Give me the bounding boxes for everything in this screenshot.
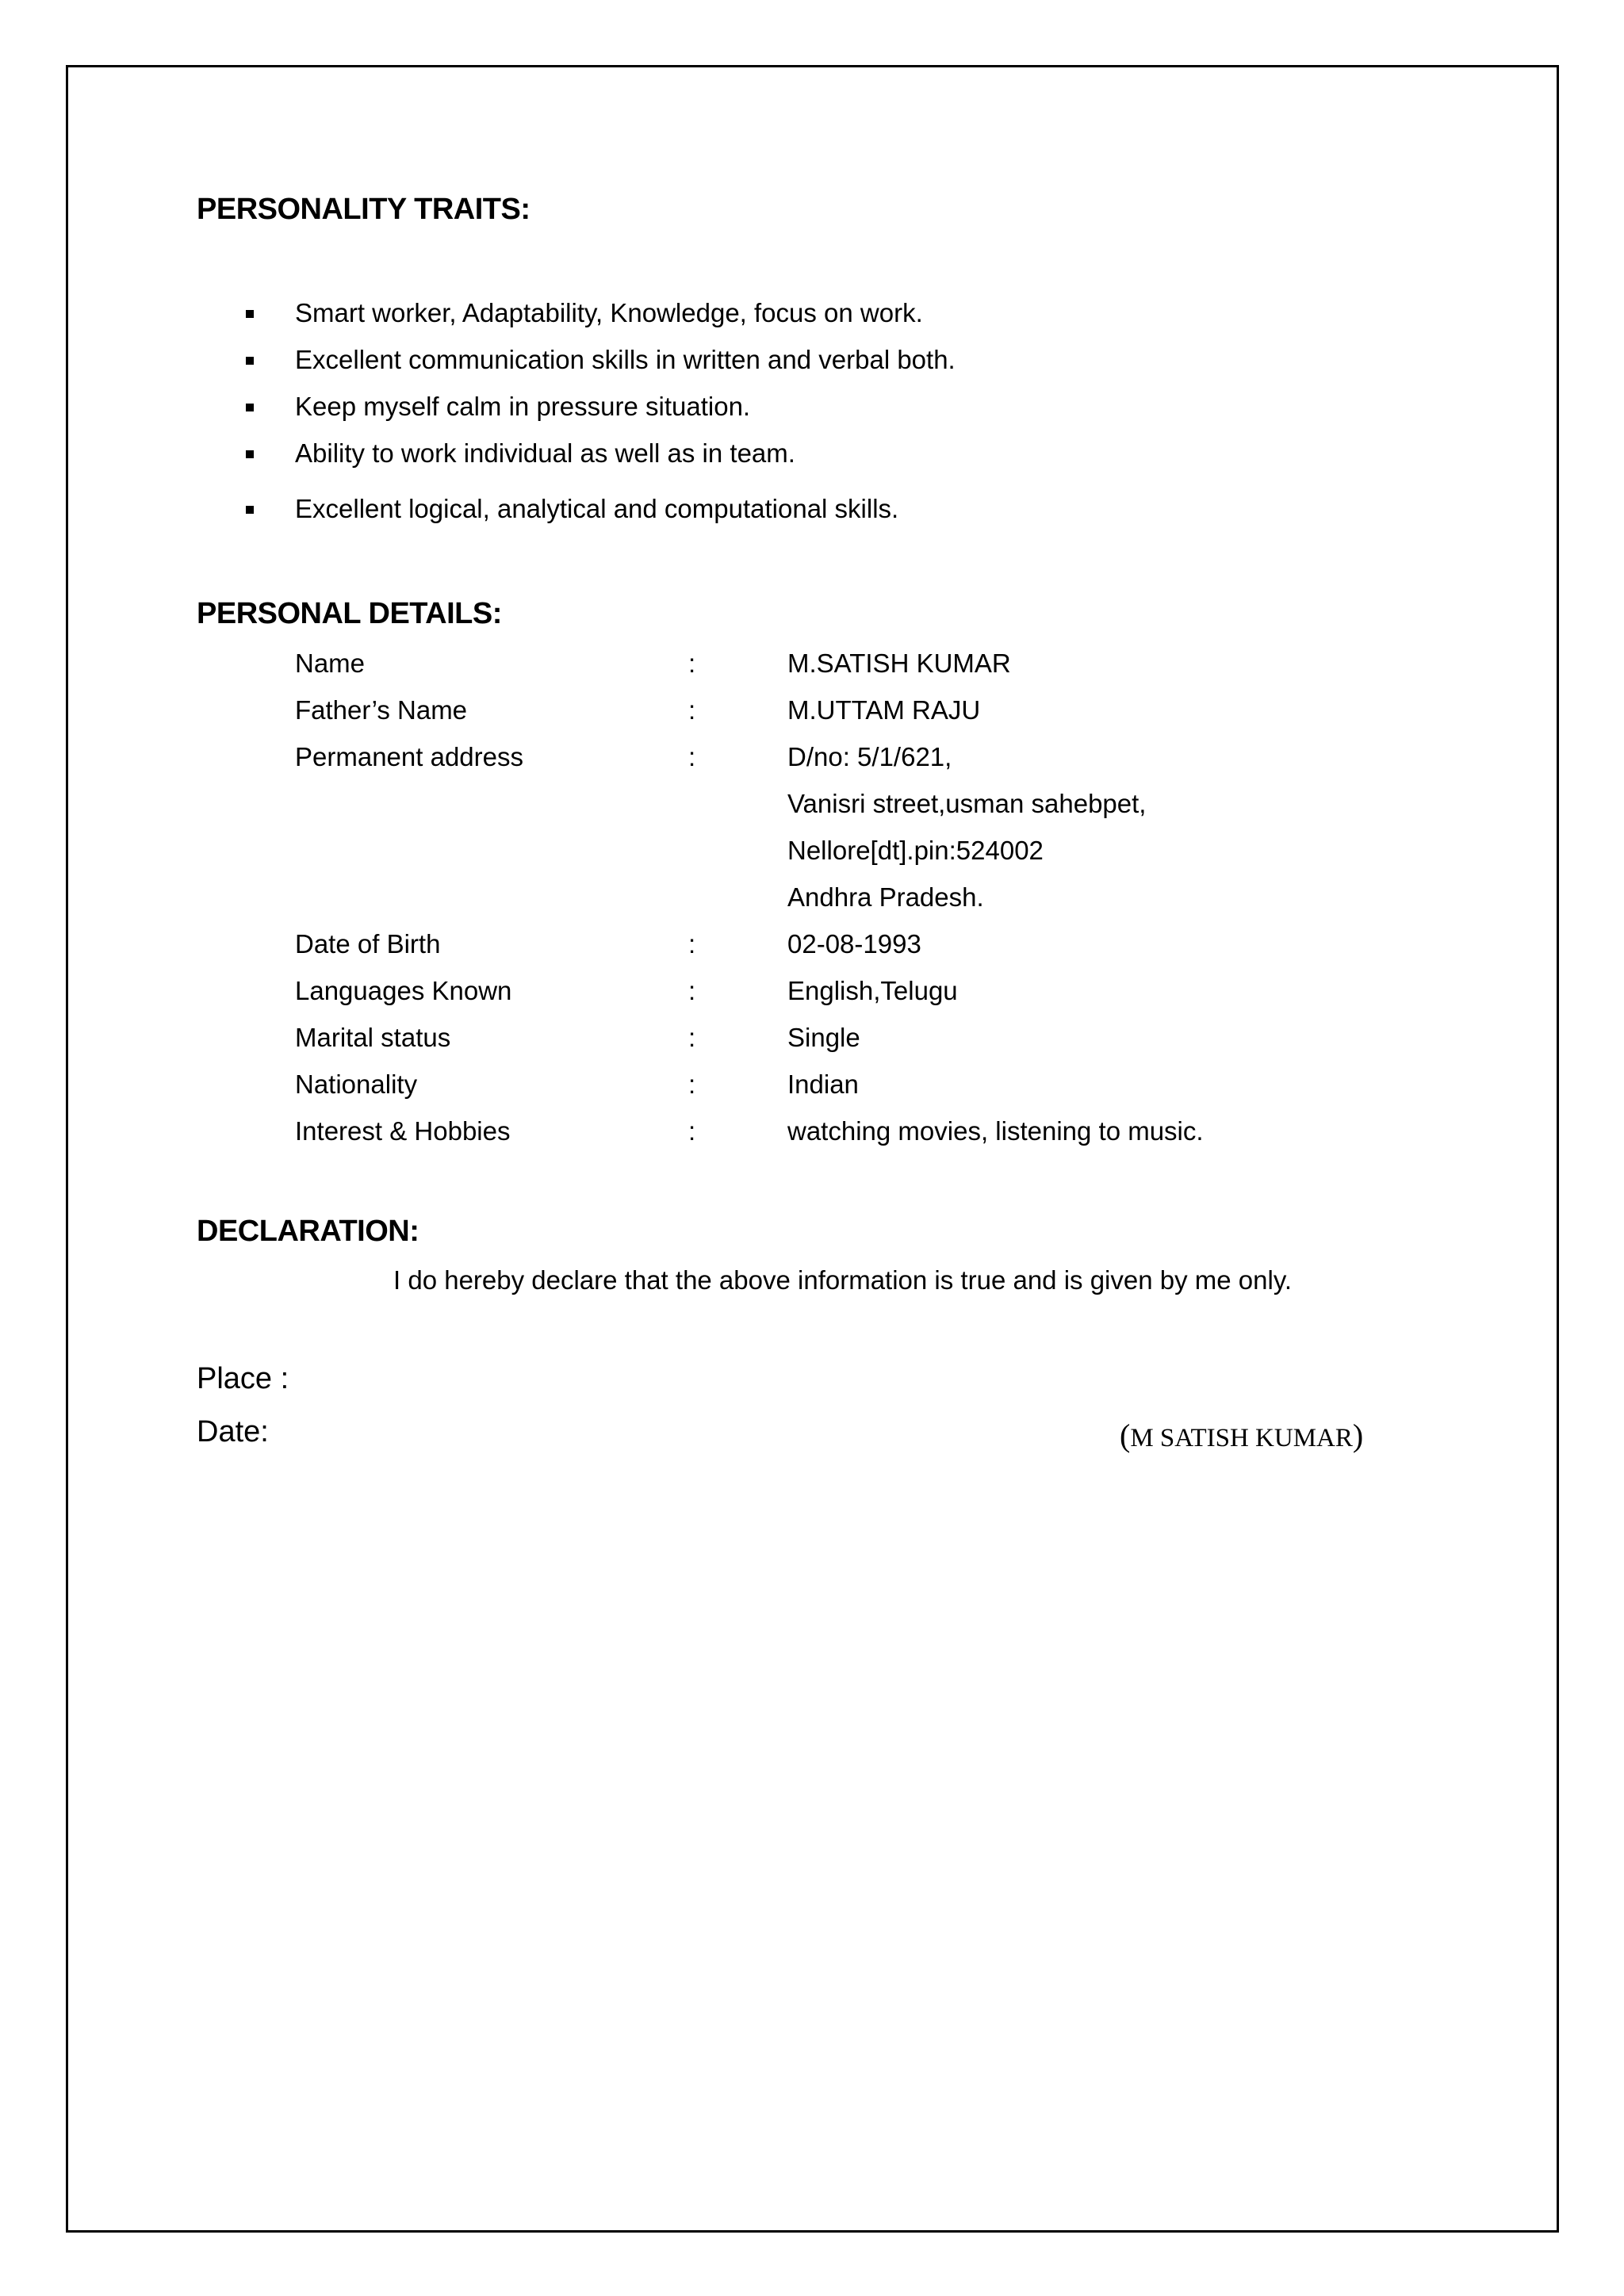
detail-value: Indian	[787, 1070, 859, 1099]
detail-row-nationality	[0, 1070, 1624, 1104]
trait-text: Excellent logical, analytical and computational skills.	[295, 494, 899, 523]
personal-details-heading: PERSONAL DETAILS:	[197, 597, 502, 630]
detail-value: Andhra Pradesh.	[787, 882, 984, 912]
detail-colon: :	[688, 695, 696, 725]
detail-colon: :	[688, 1070, 696, 1099]
detail-row-interests	[0, 1116, 1624, 1151]
square-bullet-icon	[246, 450, 254, 458]
square-bullet-icon	[246, 404, 254, 411]
trait-text: Excellent communication skills in written and verbal both.	[295, 345, 956, 374]
detail-label: Father’s Name	[295, 695, 468, 725]
detail-value: Vanisri street,usman sahebpet,	[787, 789, 1147, 818]
detail-row-address-line	[0, 789, 1624, 824]
detail-value: D/no: 5/1/621,	[787, 742, 952, 771]
detail-label: Interest & Hobbies	[295, 1116, 511, 1146]
detail-label: Permanent address	[295, 742, 523, 771]
detail-colon: :	[688, 1116, 696, 1146]
detail-value: English,Telugu	[787, 976, 958, 1005]
detail-colon: :	[688, 1023, 696, 1052]
declaration-heading: DECLARATION:	[197, 1215, 419, 1248]
detail-value: Nellore[dt].pin:524002	[787, 836, 1044, 865]
signature-name	[1120, 1417, 1363, 1454]
date-label: Date:	[197, 1415, 269, 1448]
detail-row-date-of-birth	[0, 929, 1624, 964]
detail-row-address-line	[0, 882, 1624, 917]
detail-value: watching movies, listening to music.	[787, 1116, 1204, 1146]
signature-name-text: M SATISH KUMAR	[1130, 1424, 1353, 1452]
detail-value: M.SATISH KUMAR	[787, 649, 1011, 678]
detail-colon: :	[688, 742, 696, 771]
square-bullet-icon	[246, 310, 254, 318]
detail-value: M.UTTAM RAJU	[787, 695, 981, 725]
detail-row-permanent-address	[0, 742, 1624, 777]
square-bullet-icon	[246, 506, 254, 514]
detail-row-marital-status	[0, 1023, 1624, 1058]
detail-value: 02-08-1993	[787, 929, 921, 959]
trait-text: Smart worker, Adaptability, Knowledge, focus on work.	[295, 298, 923, 327]
trait-text: Ability to work individual as well as in team.	[295, 438, 795, 468]
square-bullet-icon	[246, 357, 254, 365]
detail-label: Date of Birth	[295, 929, 441, 959]
detail-label: Languages Known	[295, 976, 512, 1005]
signature-close-paren: )	[1352, 1418, 1364, 1453]
detail-row-name	[0, 649, 1624, 683]
personality-traits-heading: PERSONALITY TRAITS:	[197, 193, 530, 226]
detail-colon: :	[688, 649, 696, 678]
detail-row-languages	[0, 976, 1624, 1011]
trait-text: Keep myself calm in pressure situation.	[295, 392, 751, 421]
detail-colon: :	[688, 976, 696, 1005]
detail-label: Marital status	[295, 1023, 451, 1052]
signature-open-paren: (	[1120, 1418, 1131, 1453]
declaration-text: I do hereby declare that the above information is true and is given by me only.	[393, 1265, 1293, 1295]
detail-colon: :	[688, 929, 696, 959]
detail-value: Single	[787, 1023, 860, 1052]
detail-label: Name	[295, 649, 366, 678]
detail-label: Nationality	[295, 1070, 418, 1099]
place-label: Place :	[197, 1362, 289, 1395]
detail-row-fathers-name	[0, 695, 1624, 730]
detail-row-address-line	[0, 836, 1624, 871]
